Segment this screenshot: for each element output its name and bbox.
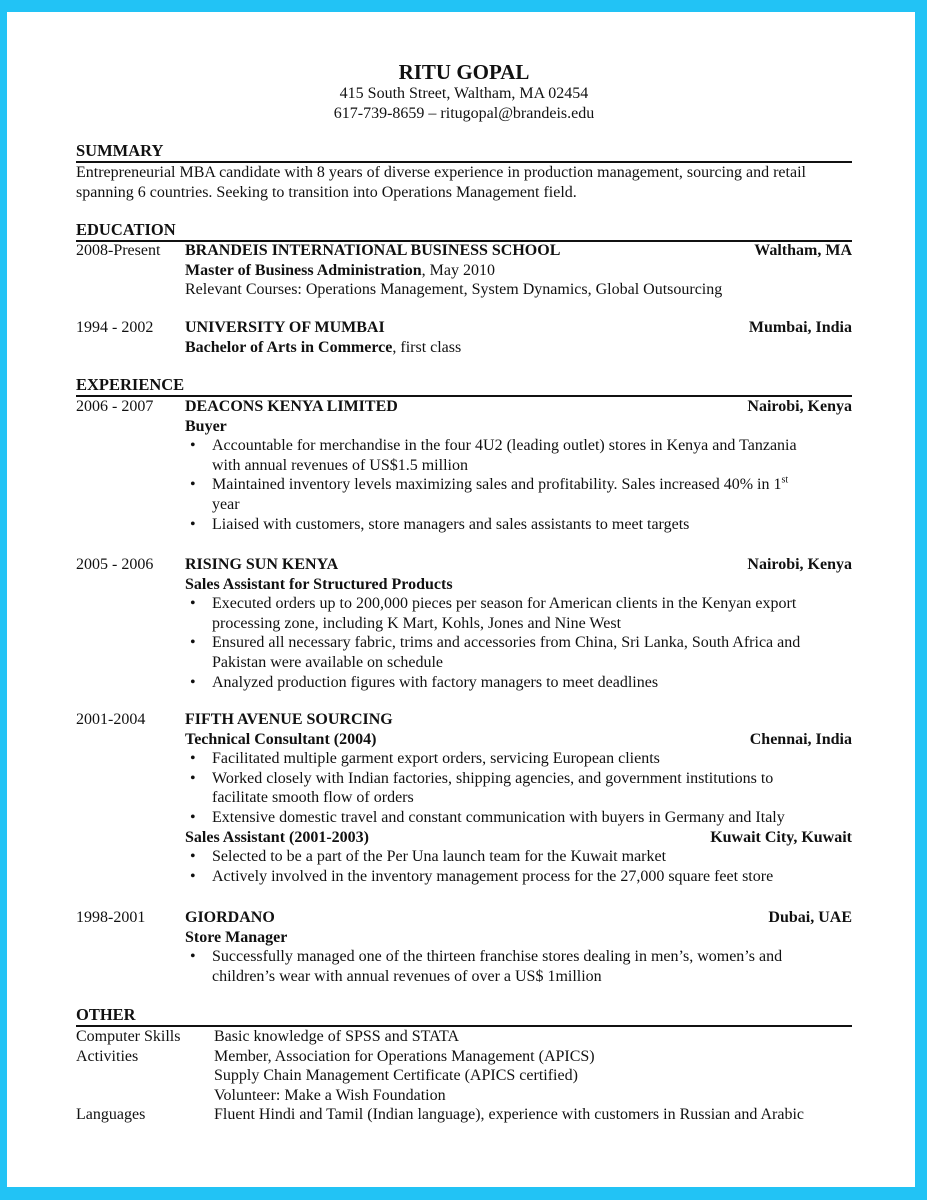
bullet-icon: • [190,634,196,652]
bullet-text: children’s wear with annual revenues of over a US$ 1million [212,967,602,985]
dates: 2006 - 2007 [76,398,154,415]
other-label: Activities [76,1047,139,1065]
company: FIFTH AVENUE SOURCING [185,711,393,728]
bullet-text: Successfully managed one of the thirteen franchise stores dealing in men’s, women’s and [212,948,783,966]
bullet-text: Maintained inventory levels maximizing sales and profitability. Sales increased 40% in 1 [212,476,782,494]
degree: Master of Business Administration [185,261,422,279]
bullet-text: Actively involved in the inventory management process for the 27,000 square feet store [212,867,774,885]
bullet-text: Worked closely with Indian factories, shipping agencies, and government institutions to [212,769,774,787]
bullet-icon: • [190,437,196,455]
bullet-text: processing zone, including K Mart, Kohls, Jones and Nine West [212,614,622,632]
other-value: Volunteer: Make a Wish Foundation [214,1086,446,1104]
location: Chennai, India [749,730,852,748]
dates: 2005 - 2006 [76,556,154,573]
company: RISING SUN KENYA [185,556,339,573]
company: DEACONS KENYA LIMITED [185,398,398,415]
company: GIORDANO [185,909,275,926]
bullet-icon: • [190,673,196,691]
other-value: Basic knowledge of SPSS and STATA [214,1028,459,1045]
location: Mumbai, India [748,319,852,336]
bullet-icon: • [190,595,196,613]
bullet-text: Liaised with customers, store managers and sales assistants to meet targets [212,515,690,533]
bullet-icon: • [190,769,196,787]
other-section [76,1005,852,1125]
address: 415 South Street, Waltham, MA 02454 [339,85,589,102]
location: Kuwait City, Kuwait [710,828,852,846]
other-value: Member, Association for Operations Management (APICS) [214,1047,595,1065]
dates: 2008-Present [76,242,161,259]
bullet-text: facilitate smooth flow of orders [212,789,414,807]
location: Nairobi, Kenya [747,398,852,415]
other-label: Computer Skills [76,1028,181,1045]
degree-date: , May 2010 [421,261,495,279]
bullet-icon: • [190,948,196,966]
summary-text: spanning 6 countries. Seeking to transition into Operations Management field. [76,183,577,201]
experience-entry [76,397,852,534]
summary-text: Entrepreneurial MBA candidate with 8 years of diverse experience in production management, sourcing and retail [76,164,806,181]
experience-entry [76,555,852,692]
courses: Relevant Courses: Operations Management, System Dynamics, Global Outsourcing [185,281,723,299]
education-entry [76,318,852,357]
bullet-icon: • [190,476,196,494]
other-label: Languages [76,1106,146,1124]
role: Sales Assistant for Structured Products [185,575,453,593]
bullet-text: Ensured all necessary fabric, trims and accessories from China, Sri Lanka, South Africa and [212,634,801,652]
school: BRANDEIS INTERNATIONAL BUSINESS SCHOOL [185,242,561,259]
role: Store Manager [185,928,288,946]
role: Sales Assistant (2001-2003) [185,828,370,846]
candidate-name: RITU GOPAL [398,60,530,84]
other-value: Fluent Hindi and Tamil (Indian language), experience with customers in Russian and Arabic [214,1106,804,1124]
education-entry [76,241,852,300]
bullet-icon: • [190,515,196,533]
school: UNIVERSITY OF MUMBAI [185,319,385,336]
bullet-text: Executed orders up to 200,000 pieces per season for American clients in the Kenyan export [212,595,797,613]
bullet-icon: • [190,750,196,768]
degree-honors: , first class [392,338,462,356]
role: Buyer [185,417,227,435]
education-section [76,220,852,242]
summary-section [76,141,852,202]
superscript: st [781,475,789,487]
location: Dubai, UAE [768,909,852,926]
location: Nairobi, Kenya [747,556,852,573]
bullet-text: Extensive domestic travel and constant communication with buyers in Germany and Italy [212,808,785,826]
bullet-icon: • [190,808,196,826]
experience-entry [76,908,852,986]
section-heading: OTHER [76,1005,852,1027]
role: Technical Consultant (2004) [185,730,377,748]
bullet-text: with annual revenues of US$1.5 million [212,456,468,474]
resume-header [76,60,852,123]
other-value: Supply Chain Management Certificate (APICS certified) [214,1067,578,1085]
degree: Bachelor of Arts in Commerce [185,338,393,356]
bullet-text: Facilitated multiple garment export orders, servicing European clients [212,750,660,768]
bullet-text: Accountable for merchandise in the four 4U2 (leading outlet) stores in Kenya and Tanzania [212,437,797,455]
dates: 1998-2001 [76,909,146,926]
bullet-text: year [212,495,240,513]
bullet-text: Selected to be a part of the Per Una launch team for the Kuwait market [212,848,667,866]
bullet-icon: • [190,867,196,885]
dates: 1994 - 2002 [76,319,154,336]
experience-section [76,375,852,397]
section-heading: SUMMARY [76,141,852,163]
section-heading: EDUCATION [76,220,852,242]
bullet-icon: • [190,848,196,866]
location: Waltham, MA [754,242,852,259]
experience-entry [76,710,852,886]
section-heading: EXPERIENCE [76,375,852,397]
dates: 2001-2004 [76,711,146,728]
bullet-text: Pakistan were available on schedule [212,653,444,671]
bullet-text: Analyzed production figures with factory managers to meet deadlines [212,673,659,691]
contact-info: 617-739-8659 – ritugopal@brandeis.edu [333,104,595,122]
